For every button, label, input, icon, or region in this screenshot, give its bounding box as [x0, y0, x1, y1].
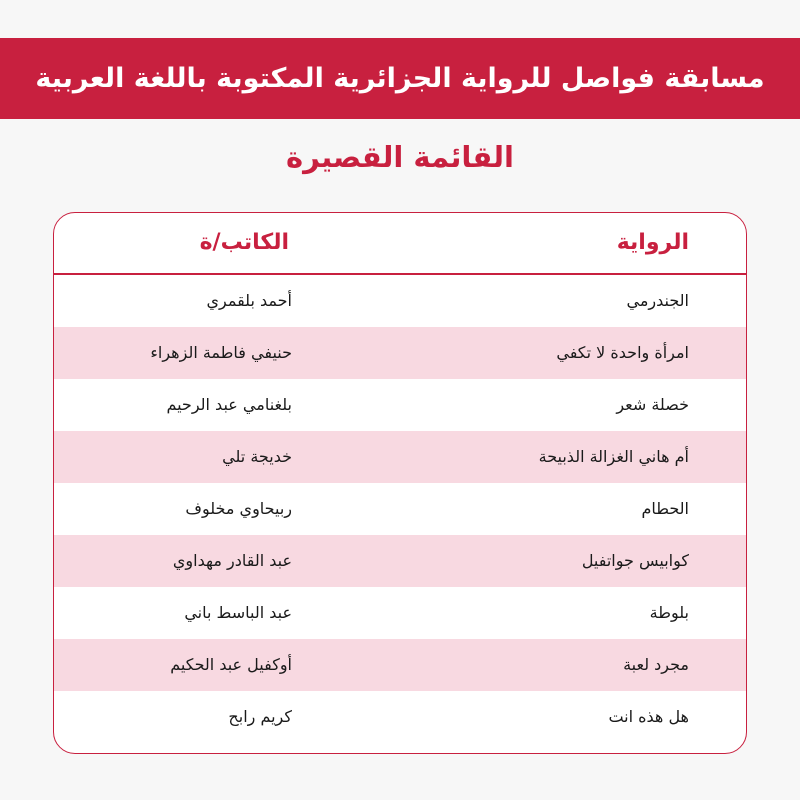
novel-title: هل هذه انت — [608, 707, 689, 726]
column-header-novel: الرواية — [616, 230, 689, 255]
author-name: حنيفي فاطمة الزهراء — [150, 343, 292, 362]
shortlist-table — [53, 212, 747, 754]
table-header — [54, 213, 746, 275]
novel-title: بلوطة — [649, 603, 689, 622]
table-row — [54, 275, 746, 327]
table-body — [54, 275, 746, 743]
table-row — [54, 483, 746, 535]
column-header-author: الكاتب/ة — [199, 230, 289, 255]
list-subtitle: القائمة القصيرة — [286, 140, 514, 174]
author-name: عبد القادر مهداوي — [172, 551, 292, 570]
table-row — [54, 431, 746, 483]
table-row — [54, 691, 746, 743]
author-name: أحمد بلقمري — [206, 291, 292, 310]
author-name: أوكفيل عبد الحكيم — [170, 655, 292, 674]
novel-title: مجرد لعبة — [623, 655, 689, 674]
novel-title: كوابيس جواتفيل — [581, 551, 689, 570]
table-row — [54, 379, 746, 431]
table-row — [54, 639, 746, 691]
novel-title: الجندرمي — [626, 291, 689, 310]
table-row — [54, 327, 746, 379]
table-row — [54, 535, 746, 587]
header-banner — [0, 38, 800, 119]
novel-title: أم هاني الغزالة الذبيحة — [538, 447, 689, 466]
page-title: مسابقة فواصل للرواية الجزائرية المكتوبة باللغة العربية — [35, 63, 765, 94]
author-name: بلغنامي عبد الرحيم — [166, 395, 292, 414]
author-name: كريم رابح — [228, 707, 292, 726]
novel-title: الحطام — [641, 499, 689, 518]
author-name: ربيحاوي مخلوف — [185, 499, 292, 518]
author-name: عبد الباسط باني — [184, 603, 292, 622]
author-name: خديجة تلي — [222, 447, 292, 466]
novel-title: امرأة واحدة لا تكفي — [556, 343, 689, 362]
novel-title: خصلة شعر — [616, 395, 689, 414]
table-row — [54, 587, 746, 639]
